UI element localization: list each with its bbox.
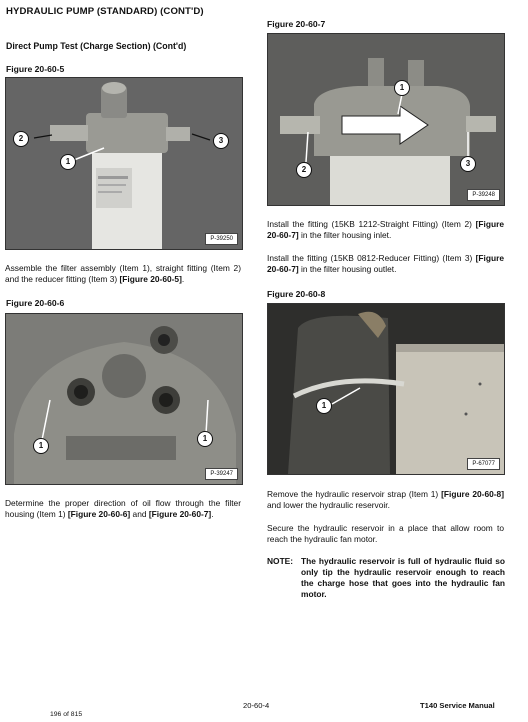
- figure-photo-fittings-installed: [267, 33, 505, 206]
- callout-1: 1: [197, 431, 213, 447]
- paragraph-secure-reservoir: Secure the hydraulic reservoir in a place that allow room to reach the hydraulic fan motor.: [267, 523, 504, 544]
- figure-label: Figure 20-60-7: [267, 19, 326, 29]
- note-text: The hydraulic reservoir is full of hydraulic fluid so only tip the hydraulic reservoir enough to reach the charge hose that goes into the hydraulic fan motor.: [301, 556, 505, 599]
- callout-3: 3: [213, 133, 229, 149]
- photo-code: P-39247: [205, 468, 238, 480]
- photo-code: P-39250: [205, 233, 238, 245]
- page-number: 20-60-4: [243, 701, 270, 710]
- paragraph-install-outlet: Install the fitting (15KB 0812-Reducer Fitting) (Item 3) [Figure 20-60-7] in the filter housing outlet.: [267, 253, 504, 274]
- pdf-page-count: 196 of 815: [50, 711, 83, 718]
- figure-label: Figure 20-60-8: [267, 289, 326, 299]
- callout-1: 1: [316, 398, 332, 414]
- figure-photo-reservoir-strap: [267, 303, 505, 475]
- figure-label: Figure 20-60-5: [6, 64, 65, 74]
- section-title: HYDRAULIC PUMP (STANDARD) (CONT'D): [6, 6, 204, 17]
- paragraph-install-inlet: Install the fitting (15KB 1212-Straight Fitting) (Item 2) [Figure 20-60-7] in the filter housing inlet.: [267, 219, 504, 240]
- callout-1: 1: [33, 438, 49, 454]
- figure-photo-filter-assembly: [5, 77, 243, 250]
- photo-code: P-67077: [467, 458, 500, 470]
- paragraph-assemble: Assemble the filter assembly (Item 1), straight fitting (Item 2) and the reducer fitting (Item 3) [Figure 20-60-5].: [5, 263, 241, 284]
- figure-photo-filter-housing: [5, 313, 243, 485]
- section-subtitle: Direct Pump Test (Charge Section) (Cont'd): [6, 41, 187, 51]
- note-label: NOTE:: [267, 556, 294, 566]
- photo-code: P-39248: [467, 189, 500, 201]
- callout-1: 1: [60, 154, 76, 170]
- manual-title: T140 Service Manual: [420, 701, 495, 710]
- paragraph-remove-strap: Remove the hydraulic reservoir strap (Item 1) [Figure 20-60-8] and lower the hydraulic reservoir.: [267, 489, 504, 510]
- callout-1: 1: [394, 80, 410, 96]
- callout-2: 2: [13, 131, 29, 147]
- callout-3: 3: [460, 156, 476, 172]
- callout-2: 2: [296, 162, 312, 178]
- paragraph-oil-flow: Determine the proper direction of oil flow through the filter housing (Item 1) [Figure 20-60-6] and [Figure 20-60-7].: [5, 498, 241, 519]
- figure-label: Figure 20-60-6: [6, 298, 65, 308]
